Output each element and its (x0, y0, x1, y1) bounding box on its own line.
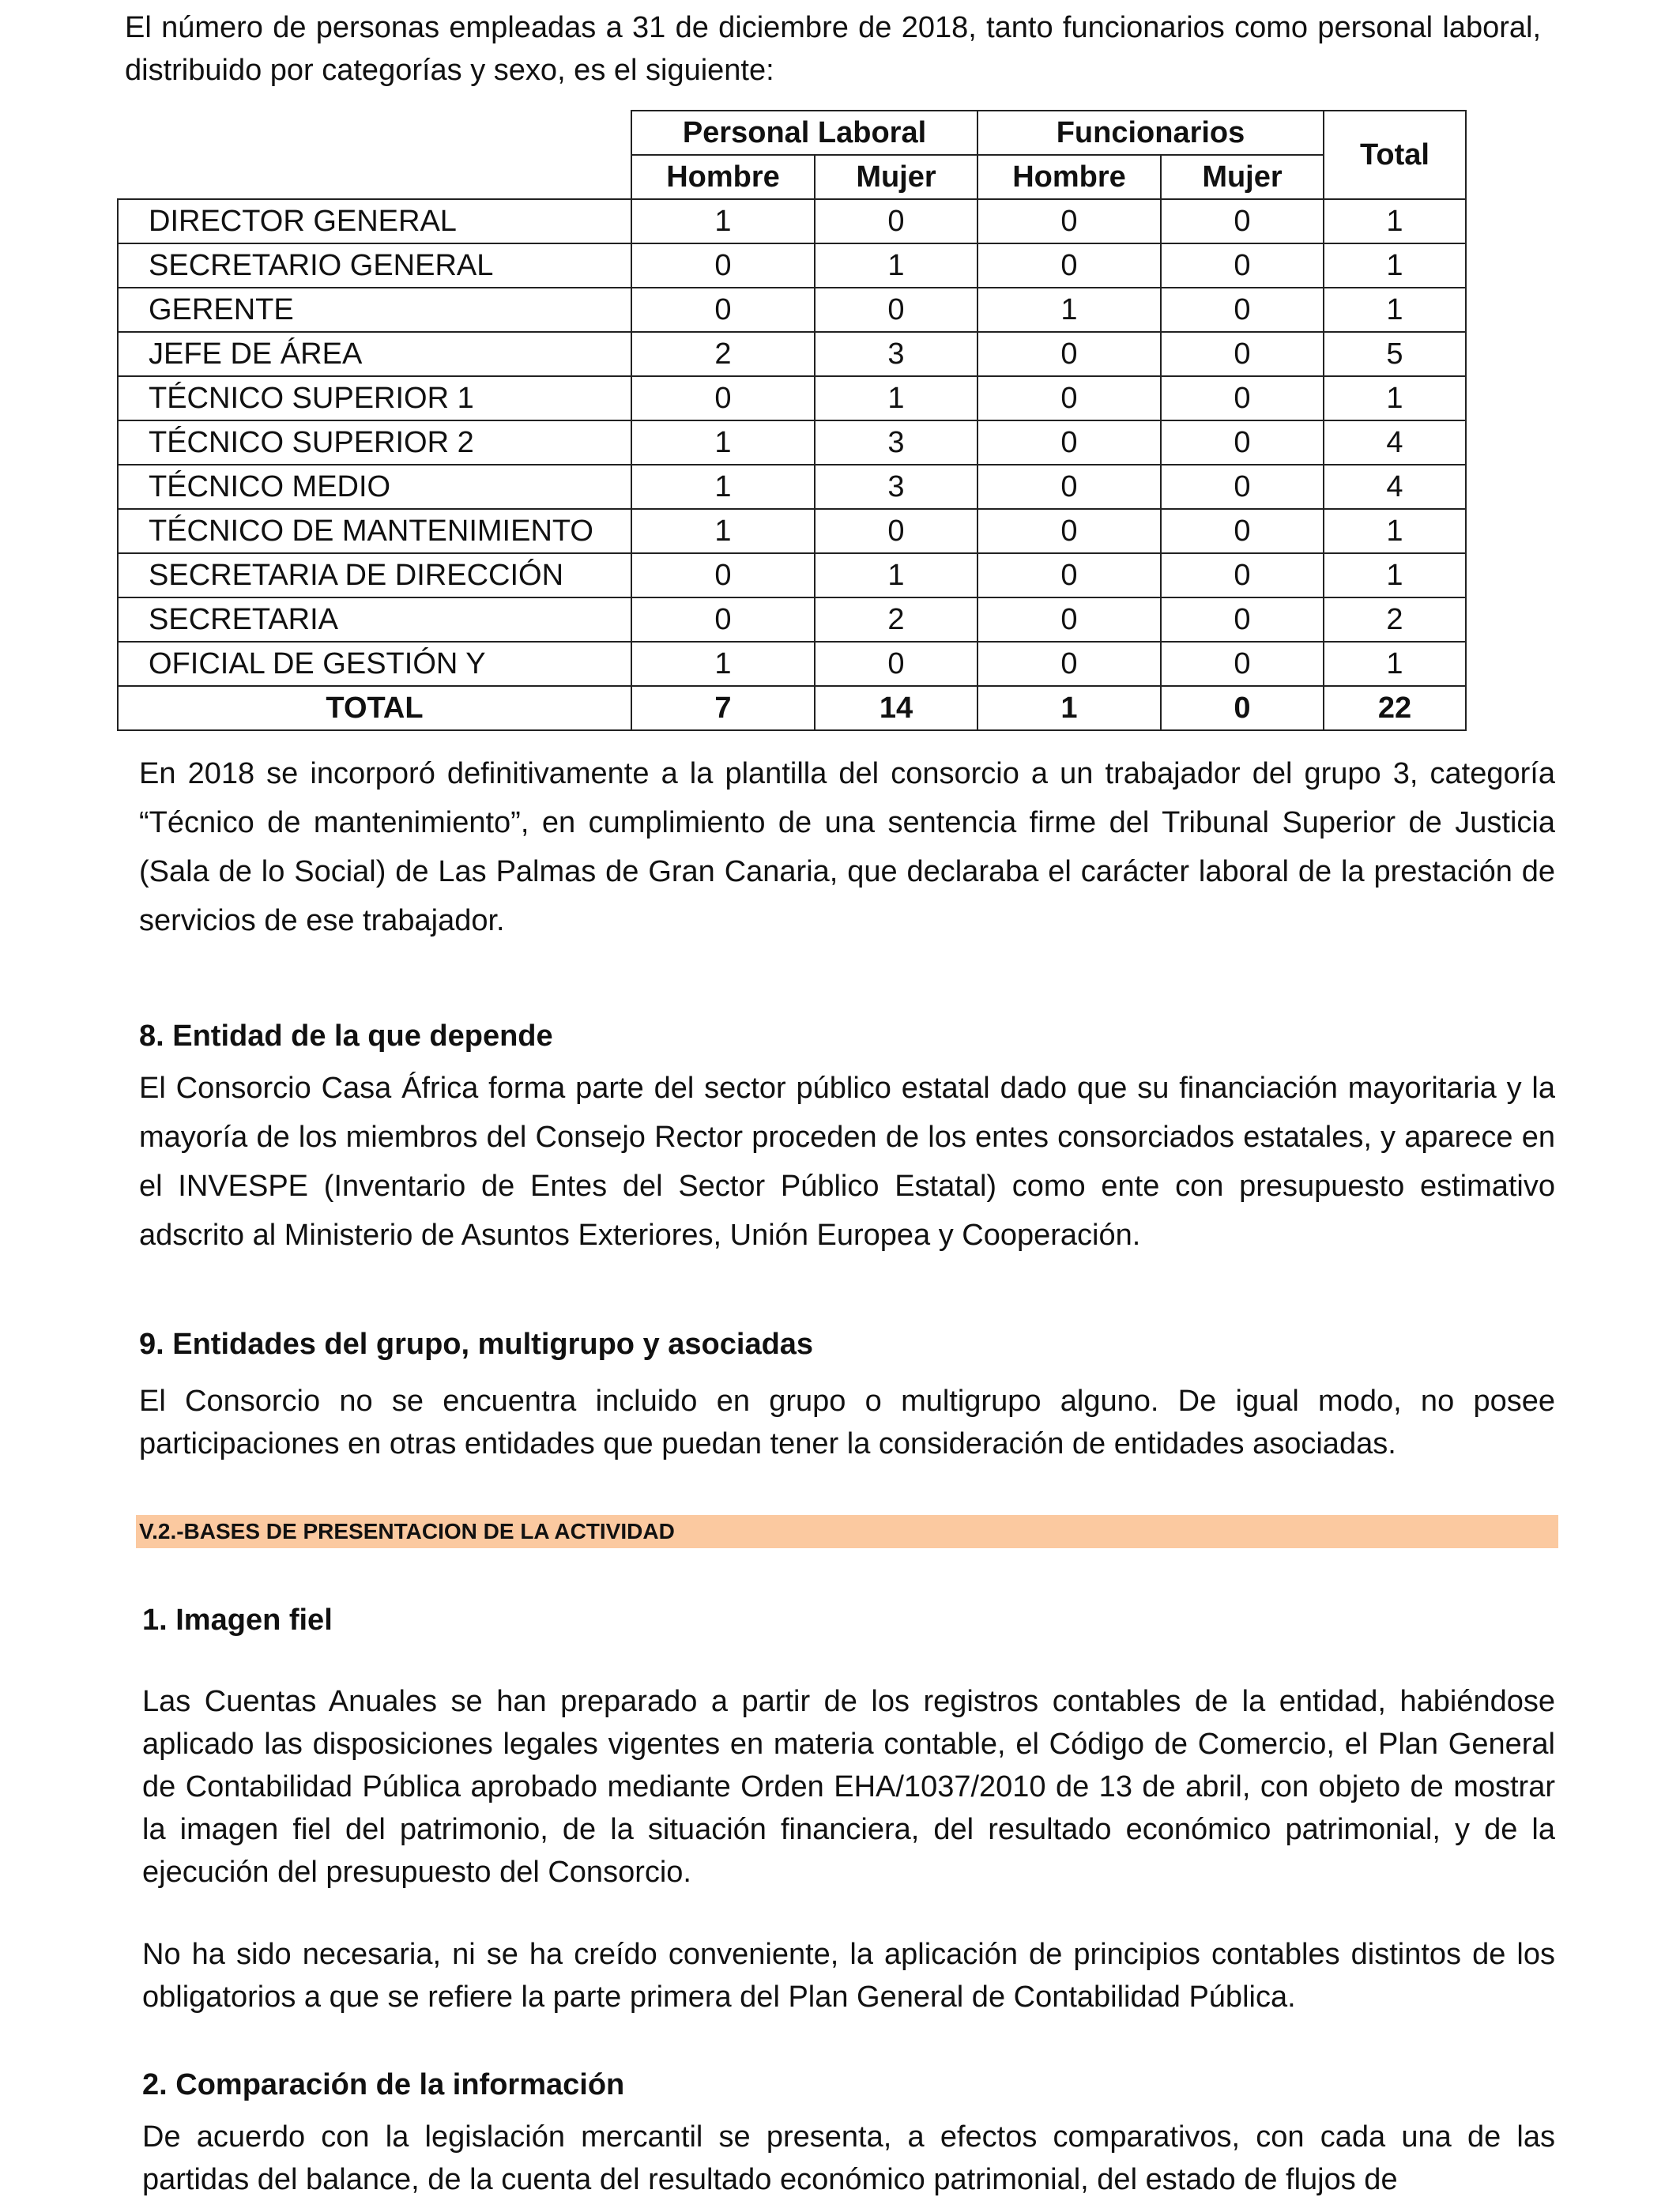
value-cell: 0 (977, 420, 1161, 465)
table-row (118, 420, 1466, 465)
category-cell: TÉCNICO SUPERIOR 1 (118, 376, 631, 420)
value-cell: 1 (977, 288, 1161, 332)
value-cell: 0 (1161, 243, 1324, 288)
value-cell: 0 (977, 597, 1161, 642)
table-row (118, 597, 1466, 642)
table-sub-header-row (118, 155, 1466, 199)
section-8-body: El Consorcio Casa África forma parte del sector público estatal dado que su financiación mayoritaria y la mayoría de los miembros del Consejo Rector proceden de los entes consorciados estatales, y aparece en el INVESPE (Inventario de Entes del Sector Público Estatal) como ente con presupuesto estimativo adscrito al Ministerio de Asuntos Exteriores, Unión Europea y Cooperación. (139, 1072, 1555, 1252)
value-cell: 0 (977, 332, 1161, 376)
value-cell: 0 (977, 553, 1161, 597)
section-1-title: 1. Imagen fiel (142, 1604, 333, 1637)
category-cell: DIRECTOR GENERAL (118, 199, 631, 243)
header-laboral-mujer: Mujer (815, 155, 977, 199)
value-cell: 0 (631, 553, 815, 597)
value-cell: 0 (815, 199, 977, 243)
section-8-title: 8. Entidad de la que depende (139, 1019, 553, 1053)
value-cell: 7 (631, 686, 815, 730)
value-cell: 0 (1161, 642, 1324, 686)
value-cell: 1 (815, 553, 977, 597)
value-cell: 2 (815, 597, 977, 642)
total-cell: 2 (1324, 597, 1466, 642)
table-row (118, 376, 1466, 420)
header-funcionarios-hombre: Hombre (977, 155, 1161, 199)
value-cell: 2 (631, 332, 815, 376)
section-2-body: De acuerdo con la legislación mercantil se presenta, a efectos comparativos, con cada una de las partidas del balance, de la cuenta del resultado económico patrimonial, del estado de flujos de (142, 2120, 1555, 2196)
total-cell: 1 (1324, 199, 1466, 243)
value-cell: 0 (1161, 686, 1324, 730)
category-cell: JEFE DE ÁREA (118, 332, 631, 376)
table-total-row (118, 686, 1466, 730)
category-cell: OFICIAL DE GESTIÓN Y (118, 642, 631, 686)
value-cell: 0 (815, 509, 977, 553)
total-cell: 1 (1324, 642, 1466, 686)
table-row (118, 553, 1466, 597)
value-cell: 14 (815, 686, 977, 730)
value-cell: 0 (1161, 553, 1324, 597)
value-cell: 0 (1161, 420, 1324, 465)
value-cell: 0 (1161, 199, 1324, 243)
value-cell: 0 (977, 243, 1161, 288)
table-row (118, 332, 1466, 376)
value-cell: 1 (815, 376, 977, 420)
value-cell: 0 (977, 509, 1161, 553)
total-cell: 22 (1324, 686, 1466, 730)
value-cell: 0 (631, 376, 815, 420)
category-cell: SECRETARIA (118, 597, 631, 642)
section-1-body-2: No ha sido necesaria, ni se ha creído conveniente, la aplicación de principios contables distintos de los obligatorios a que se refiere la parte primera del Plan General de Contabilidad Pública. (142, 1938, 1555, 2014)
value-cell: 1 (977, 686, 1161, 730)
table-row (118, 243, 1466, 288)
value-cell: 1 (815, 243, 977, 288)
category-cell: SECRETARIA DE DIRECCIÓN (118, 553, 631, 597)
table-group-header-row (118, 111, 1466, 155)
table-row (118, 509, 1466, 553)
value-cell: 0 (977, 199, 1161, 243)
value-cell: 0 (1161, 509, 1324, 553)
table-row (118, 642, 1466, 686)
section-1-body-1: Las Cuentas Anuales se han preparado a partir de los registros contables de la entidad, habiéndose aplicado las disposiciones legales vigentes en materia contable, el Código de Comercio, el Plan General de Contabilidad Pública aprobado mediante Orden EHA/1037/2010 de 13 de abril, con objeto de mostrar la imagen fiel del patrimonio, de la situación financiera, del resultado económico patrimonial, y de la ejecución del presupuesto del Consorcio. (142, 1685, 1555, 1889)
total-cell: 1 (1324, 243, 1466, 288)
value-cell: 1 (631, 420, 815, 465)
section-banner: V.2.-BASES DE PRESENTACION DE LA ACTIVIDAD (136, 1515, 1558, 1548)
value-cell: 0 (1161, 597, 1324, 642)
category-cell: TÉCNICO MEDIO (118, 465, 631, 509)
category-cell: GERENTE (118, 288, 631, 332)
value-cell: 3 (815, 332, 977, 376)
staff-table (117, 110, 1467, 731)
total-cell: 5 (1324, 332, 1466, 376)
header-total: Total (1324, 111, 1466, 199)
value-cell: 0 (1161, 376, 1324, 420)
value-cell: 0 (631, 288, 815, 332)
total-cell: 4 (1324, 420, 1466, 465)
value-cell: 1 (631, 642, 815, 686)
header-funcionarios: Funcionarios (977, 111, 1324, 155)
table-row (118, 465, 1466, 509)
value-cell: 0 (631, 597, 815, 642)
intro-paragraph: El número de personas empleadas a 31 de diciembre de 2018, tanto funcionarios como personal laboral, distribuido por categorías y sexo, es el siguiente: (125, 11, 1541, 87)
value-cell: 0 (1161, 332, 1324, 376)
value-cell: 3 (815, 465, 977, 509)
header-funcionarios-mujer: Mujer (1161, 155, 1324, 199)
value-cell: 0 (1161, 465, 1324, 509)
section-9-title: 9. Entidades del grupo, multigrupo y asociadas (139, 1328, 814, 1361)
value-cell: 0 (631, 243, 815, 288)
section-9-body: El Consorcio no se encuentra incluido en grupo o multigrupo alguno. De igual modo, no posee participaciones en otras entidades que puedan tener la consideración de entidades asociadas. (139, 1385, 1555, 1460)
value-cell: 1 (631, 465, 815, 509)
total-cell: 1 (1324, 376, 1466, 420)
section-2-title: 2. Comparación de la información (142, 2068, 625, 2101)
value-cell: 0 (815, 642, 977, 686)
header-laboral-hombre: Hombre (631, 155, 815, 199)
table-row (118, 199, 1466, 243)
value-cell: 1 (631, 199, 815, 243)
value-cell: 0 (1161, 288, 1324, 332)
category-cell: TOTAL (118, 686, 631, 730)
category-cell: TÉCNICO SUPERIOR 2 (118, 420, 631, 465)
total-cell: 1 (1324, 553, 1466, 597)
value-cell: 1 (631, 509, 815, 553)
paragraph-2018-incorporation: En 2018 se incorporó definitivamente a la plantilla del consorcio a un trabajador del grupo 3, categoría “Técnico de mantenimiento”, en cumplimiento de una sentencia firme del Tribunal Superior de Justicia (Sala de lo Social) de Las Palmas de Gran Canaria, que declaraba el carácter laboral de la prestación de servicios de ese trabajador. (139, 757, 1555, 937)
value-cell: 0 (977, 642, 1161, 686)
value-cell: 0 (815, 288, 977, 332)
value-cell: 0 (977, 376, 1161, 420)
total-cell: 1 (1324, 509, 1466, 553)
value-cell: 0 (977, 465, 1161, 509)
table-row (118, 288, 1466, 332)
category-cell: SECRETARIO GENERAL (118, 243, 631, 288)
header-personal-laboral: Personal Laboral (631, 111, 977, 155)
value-cell: 3 (815, 420, 977, 465)
total-cell: 4 (1324, 465, 1466, 509)
category-cell: TÉCNICO DE MANTENIMIENTO (118, 509, 631, 553)
total-cell: 1 (1324, 288, 1466, 332)
